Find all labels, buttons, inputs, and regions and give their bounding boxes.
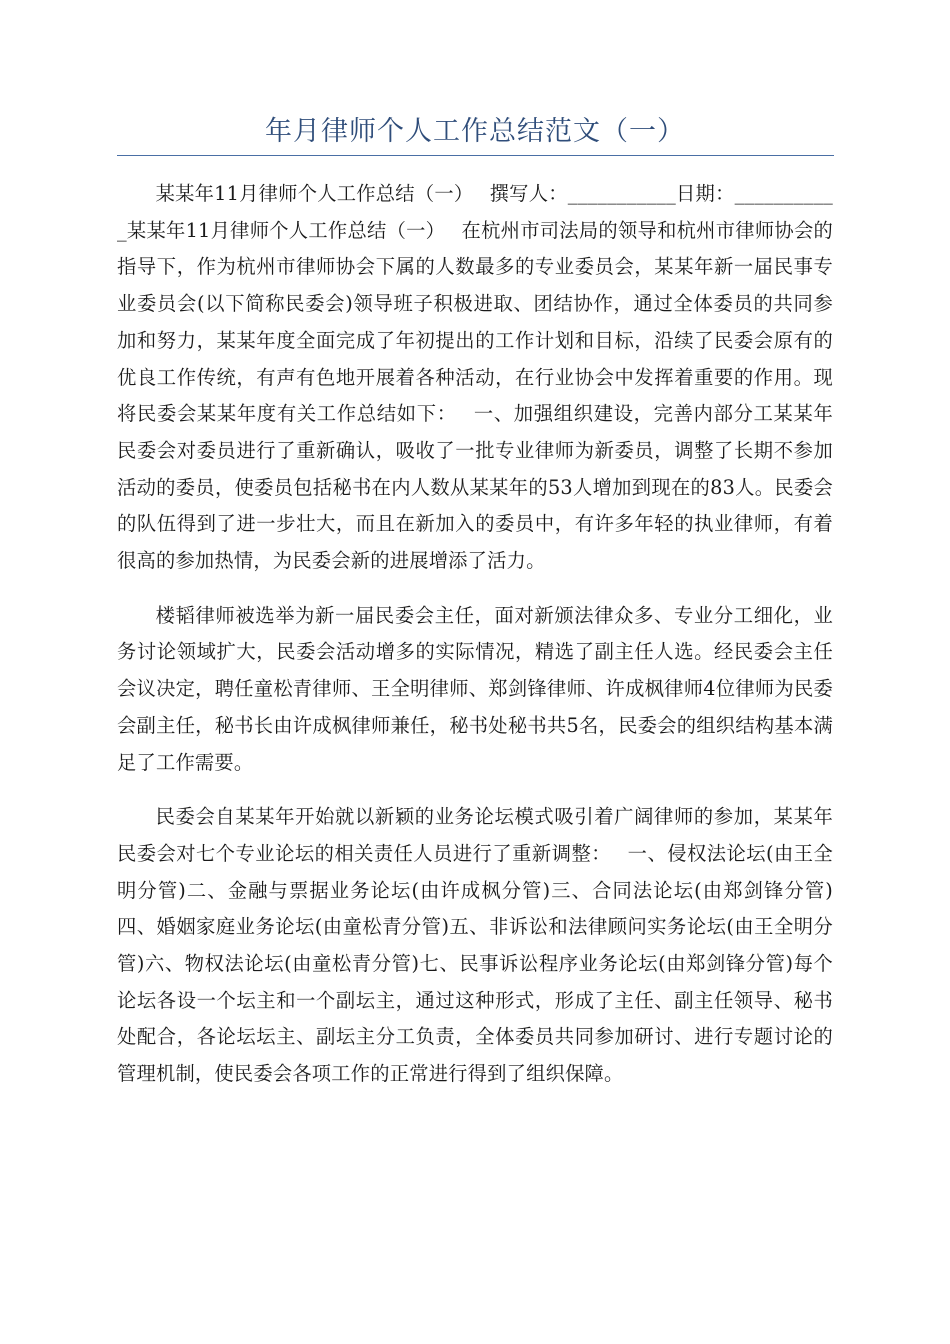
paragraph-2: 楼韬律师被选举为新一届民委会主任，面对新颁法律众多、专业分工细化，业务讨论领域扩大，民委会活动增多的实际情况，精选了副主任人选。经民委会主任会议决定，聘任童松青律师、王全明律师、郑剑锋律师、许成枫律师4位律师为民委会副主任，秘书长由许成枫律师兼任，秘书处秘书共5名，民委会的组织结构基本满足了工作需要。 (117, 603, 833, 774)
title-underline (117, 155, 834, 156)
paragraph-1: 某某年11月律师个人工作总结（一） 撰写人：___________日期：___________某某年11月律师个人工作总结（一） 在杭州市司法局的领导和杭州市律师协会的指导下，作为杭州市律师协会下属的人数最多的专业委员会，某某年新一届民事专业委员会(以下简称民委会)领导班子积极进取、团结协作，通过全体委员的共同参加和努力，某某年度全面完成了年初提出的工作计划和目标，沿续了民委会原有的优良工作传统，有声有色地开展着各种活动，在行业协会中发挥着重要的作用。现将民委会某某年度有关工作总结如下： 一、加强组织建设，完善内部分工某某年民委会对委员进行了重新确认，吸收了一批专业律师为新委员，调整了长期不参加活动的委员，使委员包括秘书在内人数从某某年的53人增加到现在的83人。民委会的队伍得到了进一步壮大，而且在新加入的委员中，有许多年轻的执业律师，有着很高的参加热情，为民委会新的进展增添了活力。 (117, 182, 833, 573)
document-title: 年月律师个人工作总结范文（一） (265, 116, 685, 147)
document-body (117, 176, 833, 1111)
paragraph-3: 民委会自某某年开始就以新颖的业务论坛模式吸引着广阔律师的参加，某某年民委会对七个专业论坛的相关责任人员进行了重新调整： 一、侵权法论坛(由王全明分管)二、金融与票据业务论坛(由许成枫分管)三、合同法论坛(由郑剑锋分管)四、婚姻家庭业务论坛(由童松青分管)五、非诉讼和法律顾问实务论坛(由王全明分管)六、物权法论坛(由童松青分管)七、民事诉讼程序业务论坛(由郑剑锋分管)每个论坛各设一个坛主和一个副坛主，通过这种形式，形成了主任、副主任领导、秘书处配合，各论坛坛主、副坛主分工负责，全体委员共同参加研讨、进行专题讨论的管理机制，使民委会各项工作的正常进行得到了组织保障。 (117, 805, 833, 1086)
